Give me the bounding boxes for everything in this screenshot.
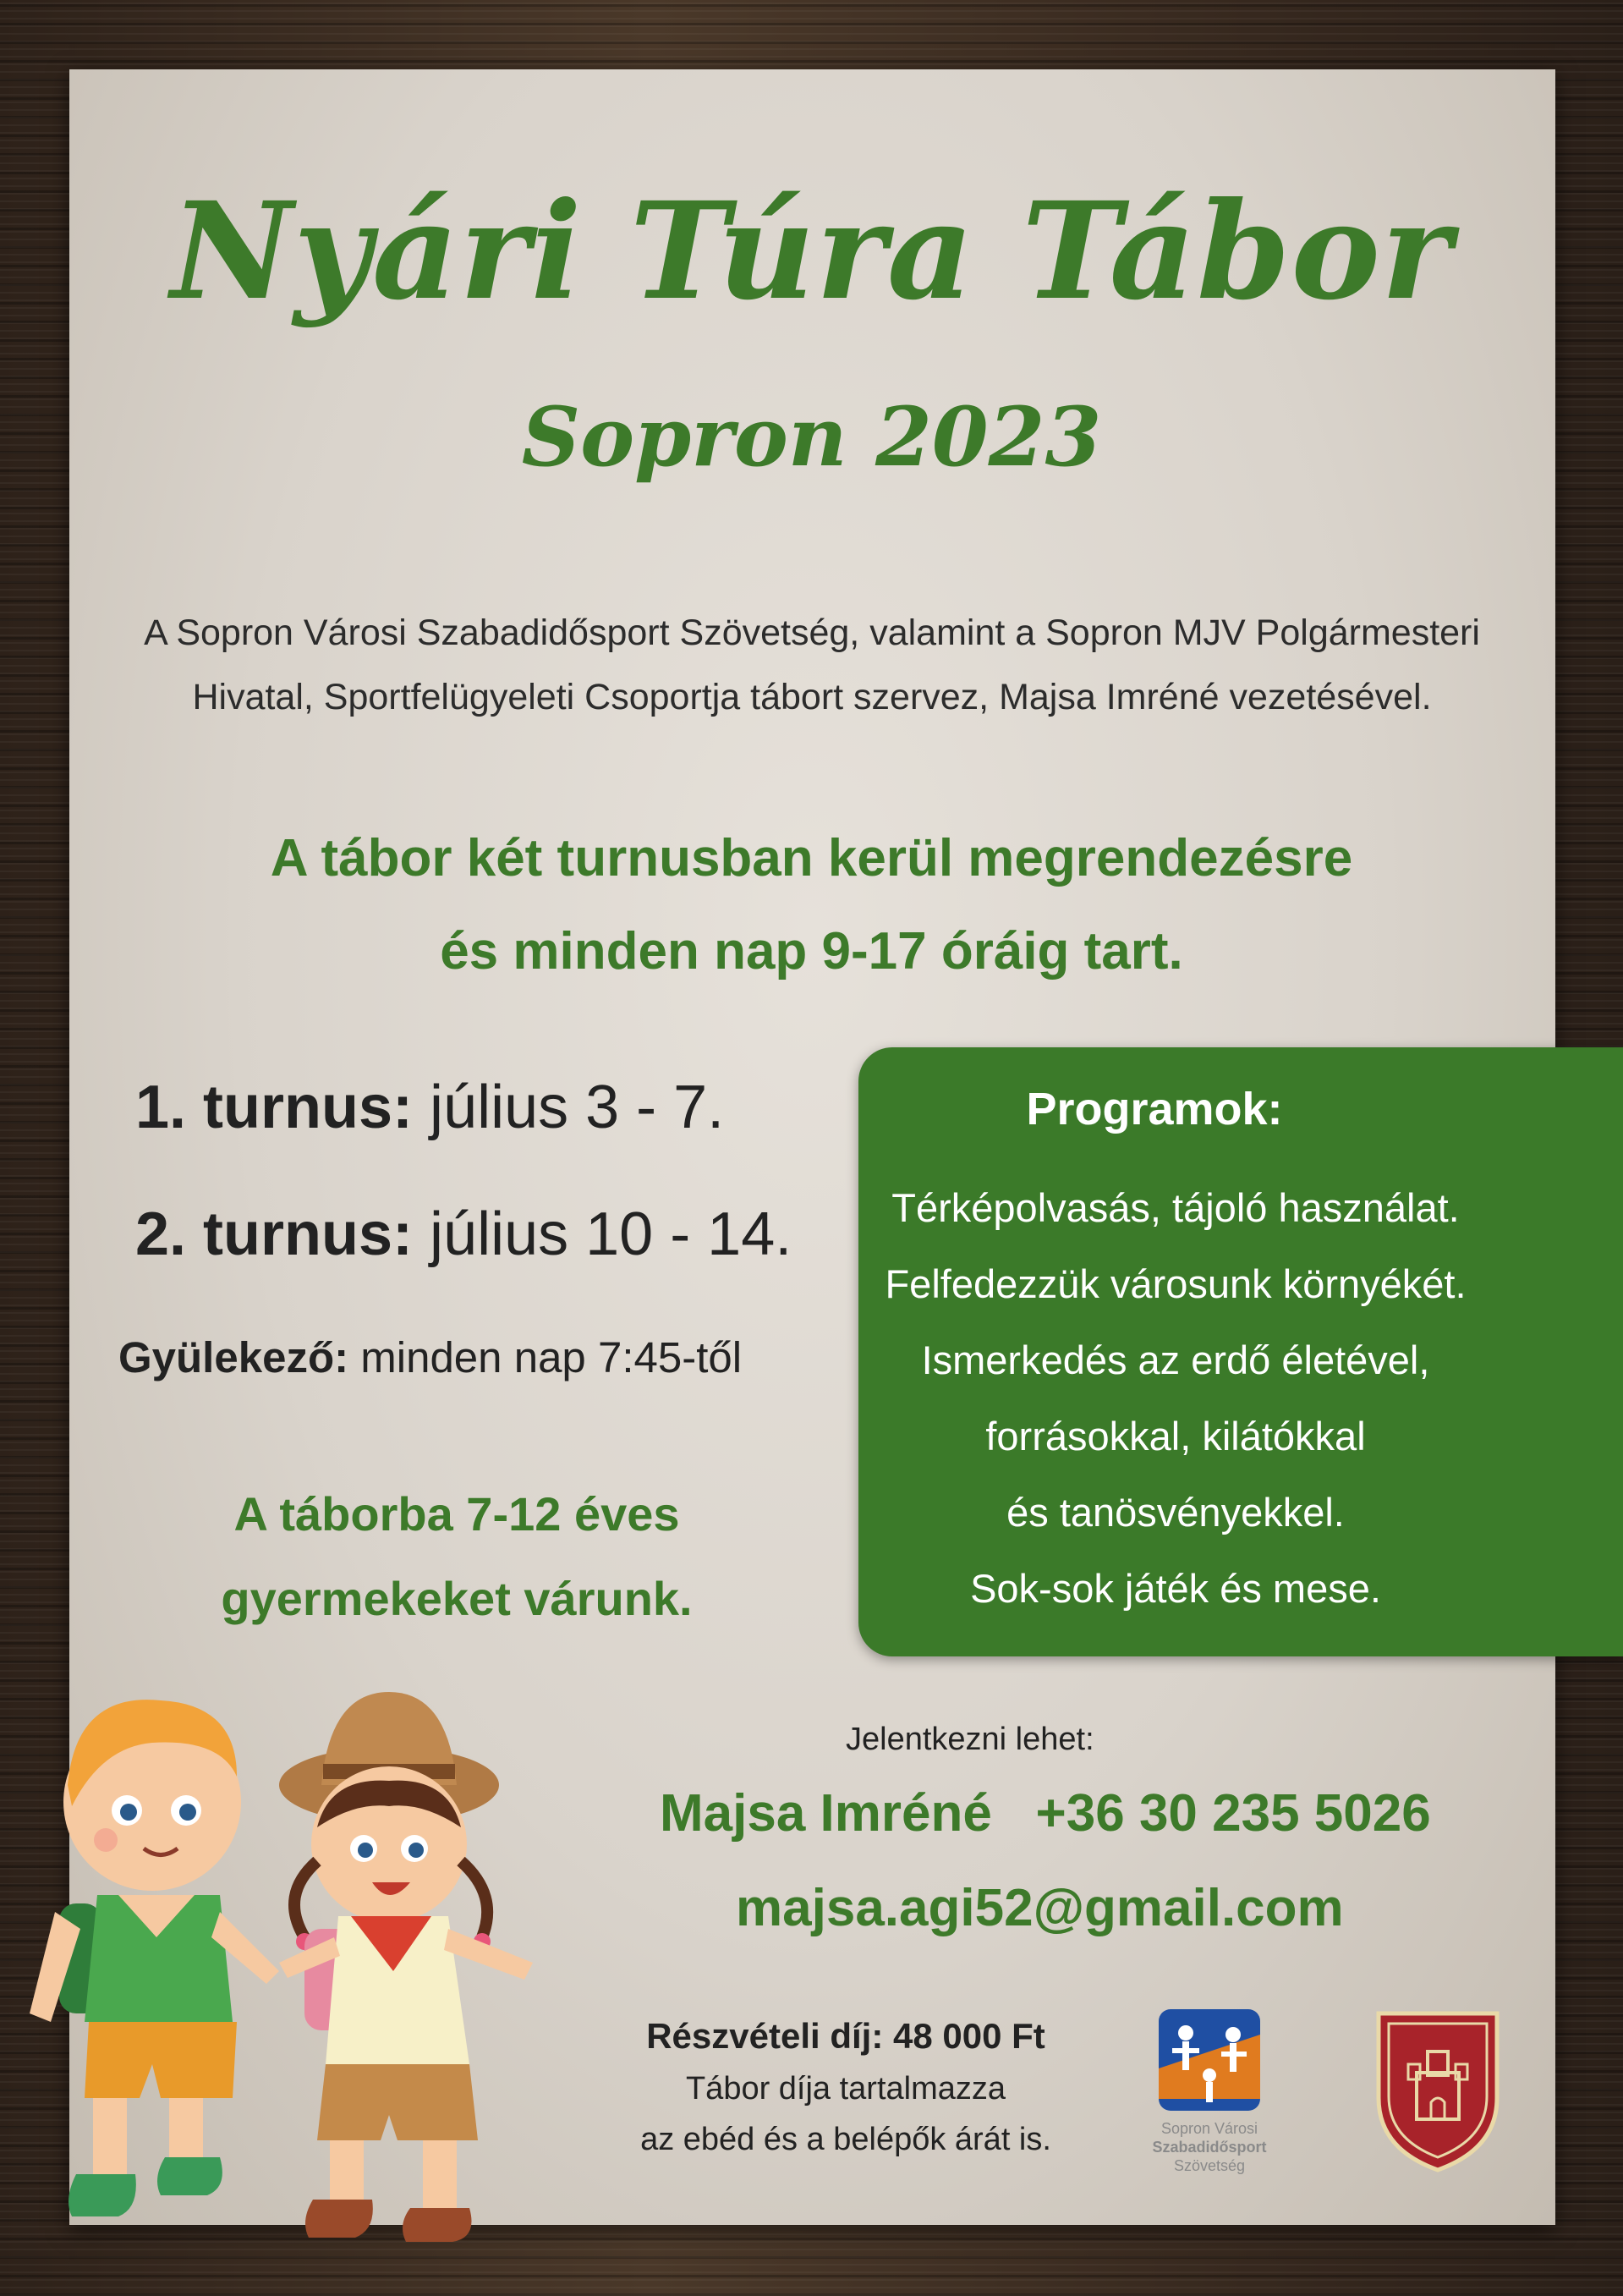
turnus-2 <box>135 1200 792 1269</box>
org-logo <box>1133 2001 1286 2195</box>
fee-note-line-2: az ebéd és a belépők árát is. <box>640 2122 1051 2157</box>
highlight-line-1: A tábor két turnusban kerül megrendezésre <box>270 829 1353 887</box>
org-caption-1: Sopron Városi <box>1160 2120 1258 2137</box>
hiking-kids-illustration <box>25 1658 575 2267</box>
city-crest-icon <box>1370 2005 1505 2174</box>
org-logo-icon <box>1133 2001 1286 2115</box>
program-item: Felfedezzük városunk környékét. <box>885 1261 1467 1306</box>
program-item: forrásokkal, kilátókkal <box>985 1414 1366 1458</box>
contact-name: Majsa Imréné <box>660 1784 992 1843</box>
program-item: Térképolvasás, tájoló használat. <box>891 1185 1460 1230</box>
programs-box <box>858 1047 1623 1656</box>
program-item: Sok-sok játék és mese. <box>970 1566 1381 1611</box>
org-caption-2: Szabadidősport <box>1152 2139 1267 2156</box>
age-info <box>169 1472 744 1641</box>
intro-text <box>118 601 1505 729</box>
contact-label: Jelentkezni lehet: <box>846 1722 1094 1757</box>
intro-line-1: A Sopron Városi Szabadidősport Szövetség, valamint a Sopron MJV Polgármesteri <box>144 612 1480 653</box>
intro-line-2: Hivatal, Sportfelügyeleti Csoportja tábort szervez, Majsa Imréné vezetésével. <box>192 677 1432 717</box>
age-line-1: A táborba 7-12 éves <box>233 1487 680 1541</box>
highlight-line-2: és minden nap 9-17 óráig tart. <box>440 922 1183 980</box>
age-line-2: gyermekeket várunk. <box>221 1572 693 1625</box>
programs-list <box>858 1170 1493 1627</box>
fee-note-line-1: Tábor díja tartalmazza <box>685 2071 1006 2106</box>
poster-title: Nyári Túra Tábor <box>170 173 1453 330</box>
gathering-time: minden nap 7:45-től <box>360 1333 743 1381</box>
turnus-2-dates: július 10 - 14. <box>430 1200 792 1268</box>
programs-title: Programok: <box>1026 1084 1283 1134</box>
turnus-2-label: 2. turnus: <box>135 1200 414 1268</box>
turnus-1 <box>135 1073 724 1142</box>
gathering-label: Gyülekező: <box>118 1333 349 1381</box>
highlight-text <box>0 812 1623 998</box>
program-item: és tanösvényekkel. <box>1006 1490 1345 1535</box>
fee-info <box>541 2009 1150 2165</box>
poster-subtitle: Sopron 2023 <box>521 389 1102 485</box>
org-logo-caption <box>1133 2119 1286 2175</box>
gathering-info <box>118 1332 742 1382</box>
boy-figure <box>30 1700 279 2216</box>
contact-email[interactable]: majsa.agi52@gmail.com <box>736 1879 1344 1937</box>
contact-phone[interactable]: +36 30 235 5026 <box>1035 1784 1431 1843</box>
contact-name-phone <box>660 1783 1431 1843</box>
turnus-1-dates: július 3 - 7. <box>430 1074 725 1141</box>
org-caption-3: Szövetség <box>1173 2157 1246 2174</box>
fee-main: Részvételi díj: 48 000 Ft <box>646 2016 1045 2056</box>
girl-figure <box>279 1692 533 2242</box>
program-item: Ismerkedés az erdő életével, <box>921 1338 1430 1382</box>
turnus-1-label: 1. turnus: <box>135 1074 414 1141</box>
